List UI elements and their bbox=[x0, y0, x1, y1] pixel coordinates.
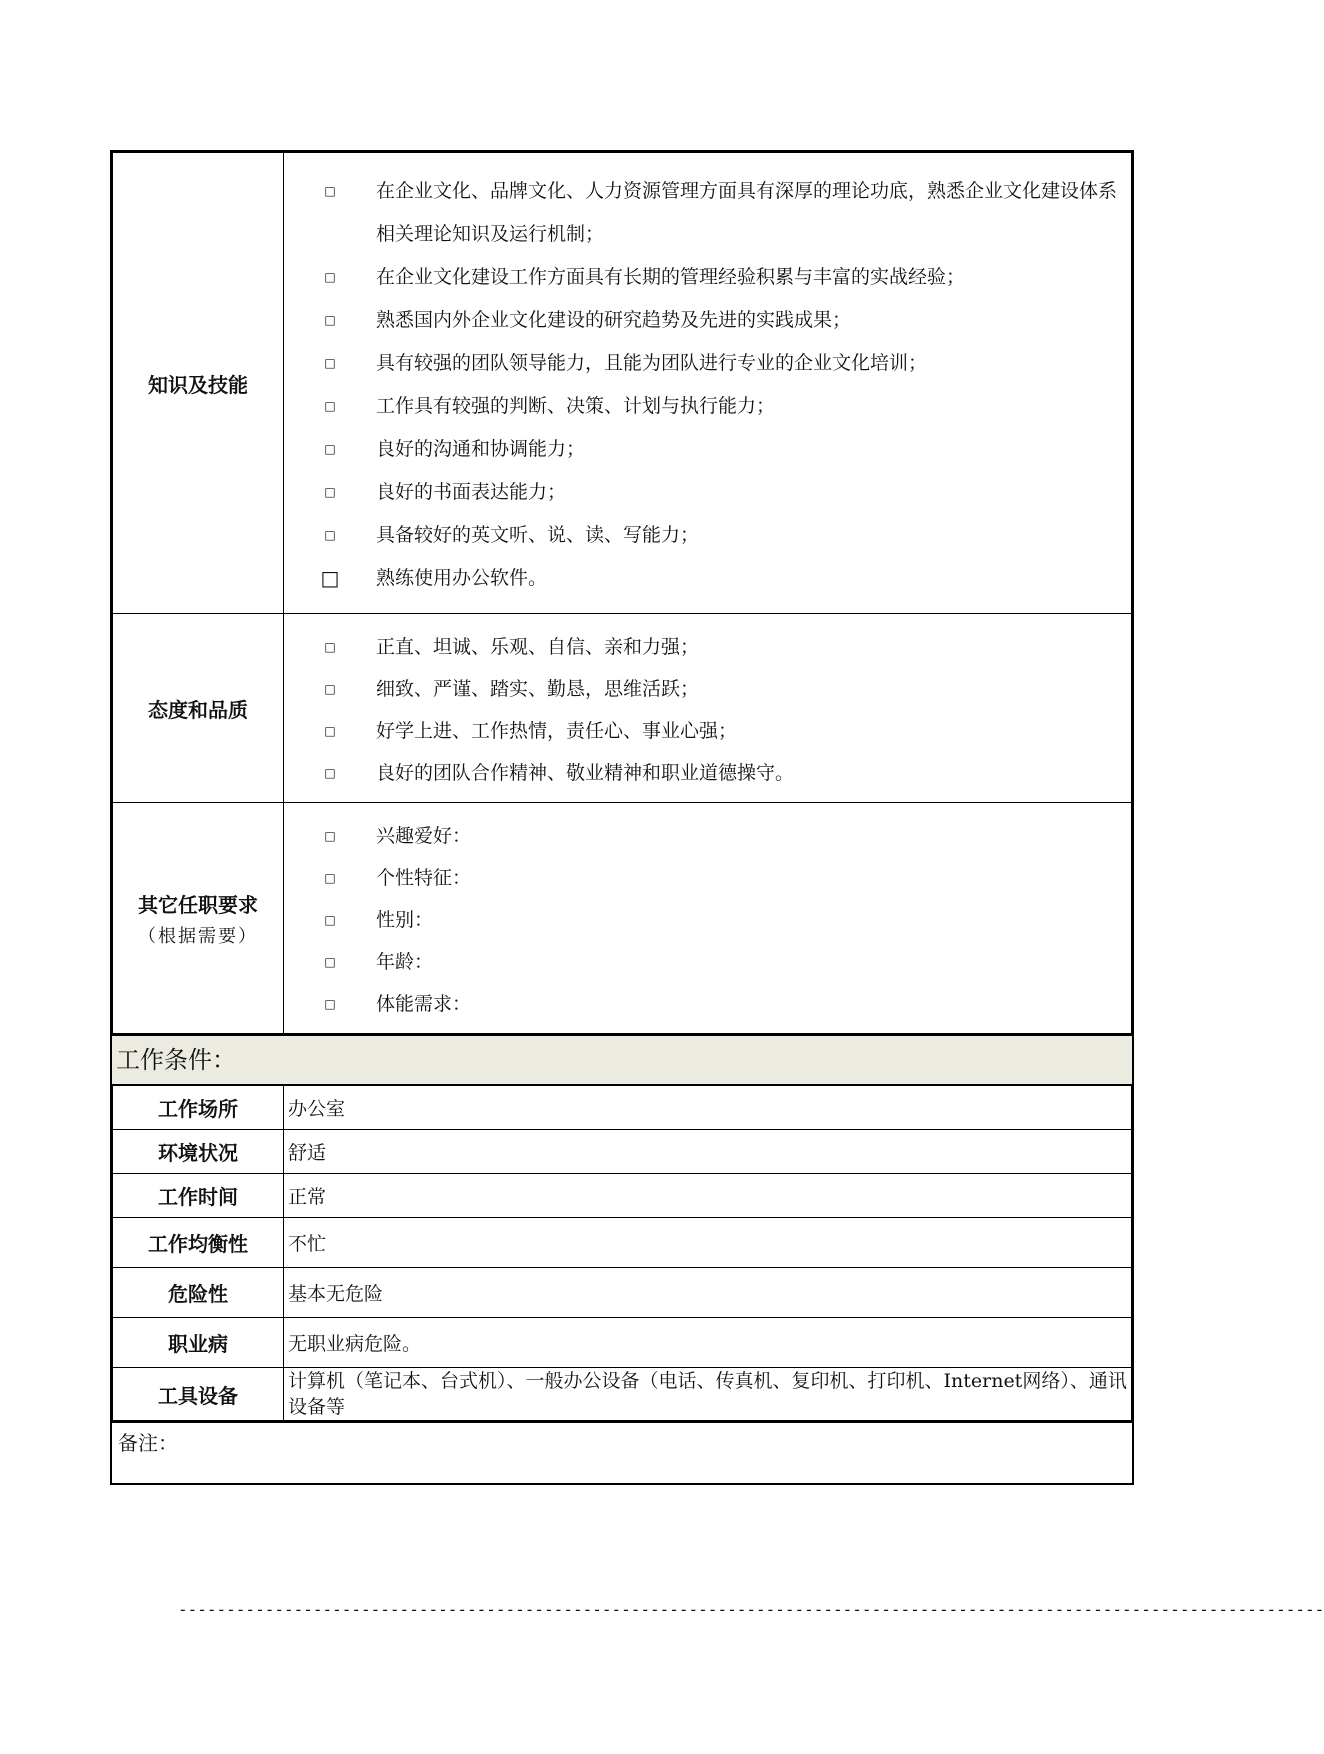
requirement-item bbox=[284, 299, 1131, 342]
checkbox-icon[interactable]: □ bbox=[324, 485, 336, 499]
requirement-item bbox=[284, 752, 1131, 794]
condition-row bbox=[113, 1218, 1132, 1268]
work-conditions-header: 工作条件： bbox=[112, 1034, 1132, 1085]
condition-row bbox=[113, 1268, 1132, 1318]
requirement-items-cell bbox=[284, 614, 1132, 803]
requirement-sublabel: （根据需要） bbox=[138, 925, 258, 947]
checkbox-icon[interactable]: □ bbox=[324, 640, 336, 654]
condition-value: 舒适 bbox=[284, 1130, 1132, 1174]
requirement-text: 正直、坦诚、乐观、自信、亲和力强； bbox=[376, 636, 700, 658]
checkbox-icon[interactable]: □ bbox=[324, 913, 336, 927]
checkbox-icon[interactable]: □ bbox=[324, 724, 336, 738]
checkbox-icon[interactable]: □ bbox=[324, 955, 336, 969]
requirement-item bbox=[284, 385, 1131, 428]
requirement-text: 性别： bbox=[376, 909, 434, 931]
requirement-item bbox=[284, 428, 1131, 471]
condition-label: 工作均衡性 bbox=[113, 1218, 284, 1268]
requirement-list-attitude bbox=[284, 614, 1131, 802]
condition-label: 环境状况 bbox=[113, 1130, 284, 1174]
remarks-label: 备注： bbox=[118, 1431, 178, 1455]
condition-value: 办公室 bbox=[284, 1086, 1132, 1130]
requirement-item bbox=[284, 471, 1131, 514]
remarks-field[interactable] bbox=[112, 1421, 1132, 1483]
requirement-row-skills bbox=[113, 153, 1132, 614]
requirement-text: 具备较好的英文听、说、读、写能力； bbox=[376, 524, 700, 546]
condition-value: 正常 bbox=[284, 1174, 1132, 1218]
requirement-item bbox=[284, 668, 1131, 710]
checkbox-icon[interactable]: □ bbox=[324, 871, 336, 885]
requirement-text: 兴趣爱好： bbox=[376, 825, 472, 847]
condition-value: 计算机（笔记本、台式机）、一般办公设备（电话、传真机、复印机、打印机、Internet网络）、通讯设备等 bbox=[284, 1368, 1132, 1421]
page-divider: ----------------------------------------------------------------------------------------------------------------------- bbox=[178, 1600, 1324, 1619]
condition-value: 基本无危险 bbox=[284, 1268, 1132, 1318]
checkbox-icon[interactable]: □ bbox=[324, 997, 336, 1011]
condition-row bbox=[113, 1086, 1132, 1130]
requirement-text: 个性特征： bbox=[376, 867, 472, 889]
requirement-item bbox=[284, 514, 1131, 557]
checkbox-icon[interactable]: □ bbox=[324, 270, 336, 284]
requirement-text: 在企业文化、品牌文化、人力资源管理方面具有深厚的理论功底，熟悉企业文化建设体系相关理论知识及运行机制； bbox=[376, 180, 1118, 245]
requirement-list-skills bbox=[284, 158, 1131, 608]
condition-row bbox=[113, 1174, 1132, 1218]
requirement-item bbox=[284, 941, 1131, 983]
condition-label: 危险性 bbox=[113, 1268, 284, 1318]
requirement-text: 工作具有较强的判断、决策、计划与执行能力； bbox=[376, 395, 776, 417]
requirement-label: 态度和品质 bbox=[113, 614, 284, 803]
condition-label: 工作场所 bbox=[113, 1086, 284, 1130]
checkbox-icon[interactable]: □ bbox=[320, 566, 340, 590]
requirement-text: 熟悉国内外企业文化建设的研究趋势及先进的实践成果； bbox=[376, 309, 852, 331]
work-conditions-table bbox=[112, 1085, 1132, 1421]
condition-label: 职业病 bbox=[113, 1318, 284, 1368]
requirement-text: 细致、严谨、踏实、勤恳，思维活跃； bbox=[376, 678, 700, 700]
checkbox-icon[interactable]: □ bbox=[324, 766, 336, 780]
checkbox-icon[interactable]: □ bbox=[324, 829, 336, 843]
requirement-label: 知识及技能 bbox=[113, 153, 284, 614]
requirement-label: 其它任职要求 （根据需要） bbox=[113, 803, 284, 1034]
checkbox-icon[interactable]: □ bbox=[324, 356, 336, 370]
requirement-item bbox=[284, 815, 1131, 857]
requirement-item bbox=[284, 899, 1131, 941]
requirement-item bbox=[284, 857, 1131, 899]
requirement-item bbox=[284, 256, 1131, 299]
condition-row bbox=[113, 1130, 1132, 1174]
requirement-row-other bbox=[113, 803, 1132, 1034]
condition-row bbox=[113, 1318, 1132, 1368]
requirement-item bbox=[284, 170, 1131, 256]
requirement-text: 好学上进、工作热情，责任心、事业心强； bbox=[376, 720, 738, 742]
requirement-text: 具有较强的团队领导能力，且能为团队进行专业的企业文化培训； bbox=[376, 352, 928, 374]
checkbox-icon[interactable]: □ bbox=[324, 184, 336, 198]
requirements-table bbox=[112, 152, 1132, 1034]
condition-value: 无职业病危险。 bbox=[284, 1318, 1132, 1368]
requirement-items-cell bbox=[284, 803, 1132, 1034]
job-description-sheet bbox=[110, 150, 1134, 1485]
requirement-item bbox=[284, 626, 1131, 668]
checkbox-icon[interactable]: □ bbox=[324, 313, 336, 327]
requirement-row-attitude bbox=[113, 614, 1132, 803]
requirement-list-other bbox=[284, 803, 1131, 1033]
condition-label: 工具设备 bbox=[113, 1368, 284, 1421]
requirement-text: 年龄： bbox=[376, 951, 434, 973]
requirement-items-cell bbox=[284, 153, 1132, 614]
requirement-text: 在企业文化建设工作方面具有长期的管理经验积累与丰富的实战经验； bbox=[376, 266, 966, 288]
requirement-text: 良好的团队合作精神、敬业精神和职业道德操守。 bbox=[376, 762, 795, 784]
condition-label: 工作时间 bbox=[113, 1174, 284, 1218]
requirement-item bbox=[284, 557, 1131, 600]
requirement-item bbox=[284, 983, 1131, 1025]
condition-row bbox=[113, 1368, 1132, 1421]
checkbox-icon[interactable]: □ bbox=[324, 399, 336, 413]
checkbox-icon[interactable]: □ bbox=[324, 442, 336, 456]
checkbox-icon[interactable]: □ bbox=[324, 682, 336, 696]
requirement-text: 良好的书面表达能力； bbox=[376, 481, 567, 503]
condition-value: 不忙 bbox=[284, 1218, 1132, 1268]
requirement-text: 体能需求： bbox=[376, 993, 472, 1015]
requirement-item bbox=[284, 710, 1131, 752]
requirement-text: 熟练使用办公软件。 bbox=[376, 567, 548, 589]
requirement-text: 良好的沟通和协调能力； bbox=[376, 438, 586, 460]
checkbox-icon[interactable]: □ bbox=[324, 528, 336, 542]
requirement-item bbox=[284, 342, 1131, 385]
